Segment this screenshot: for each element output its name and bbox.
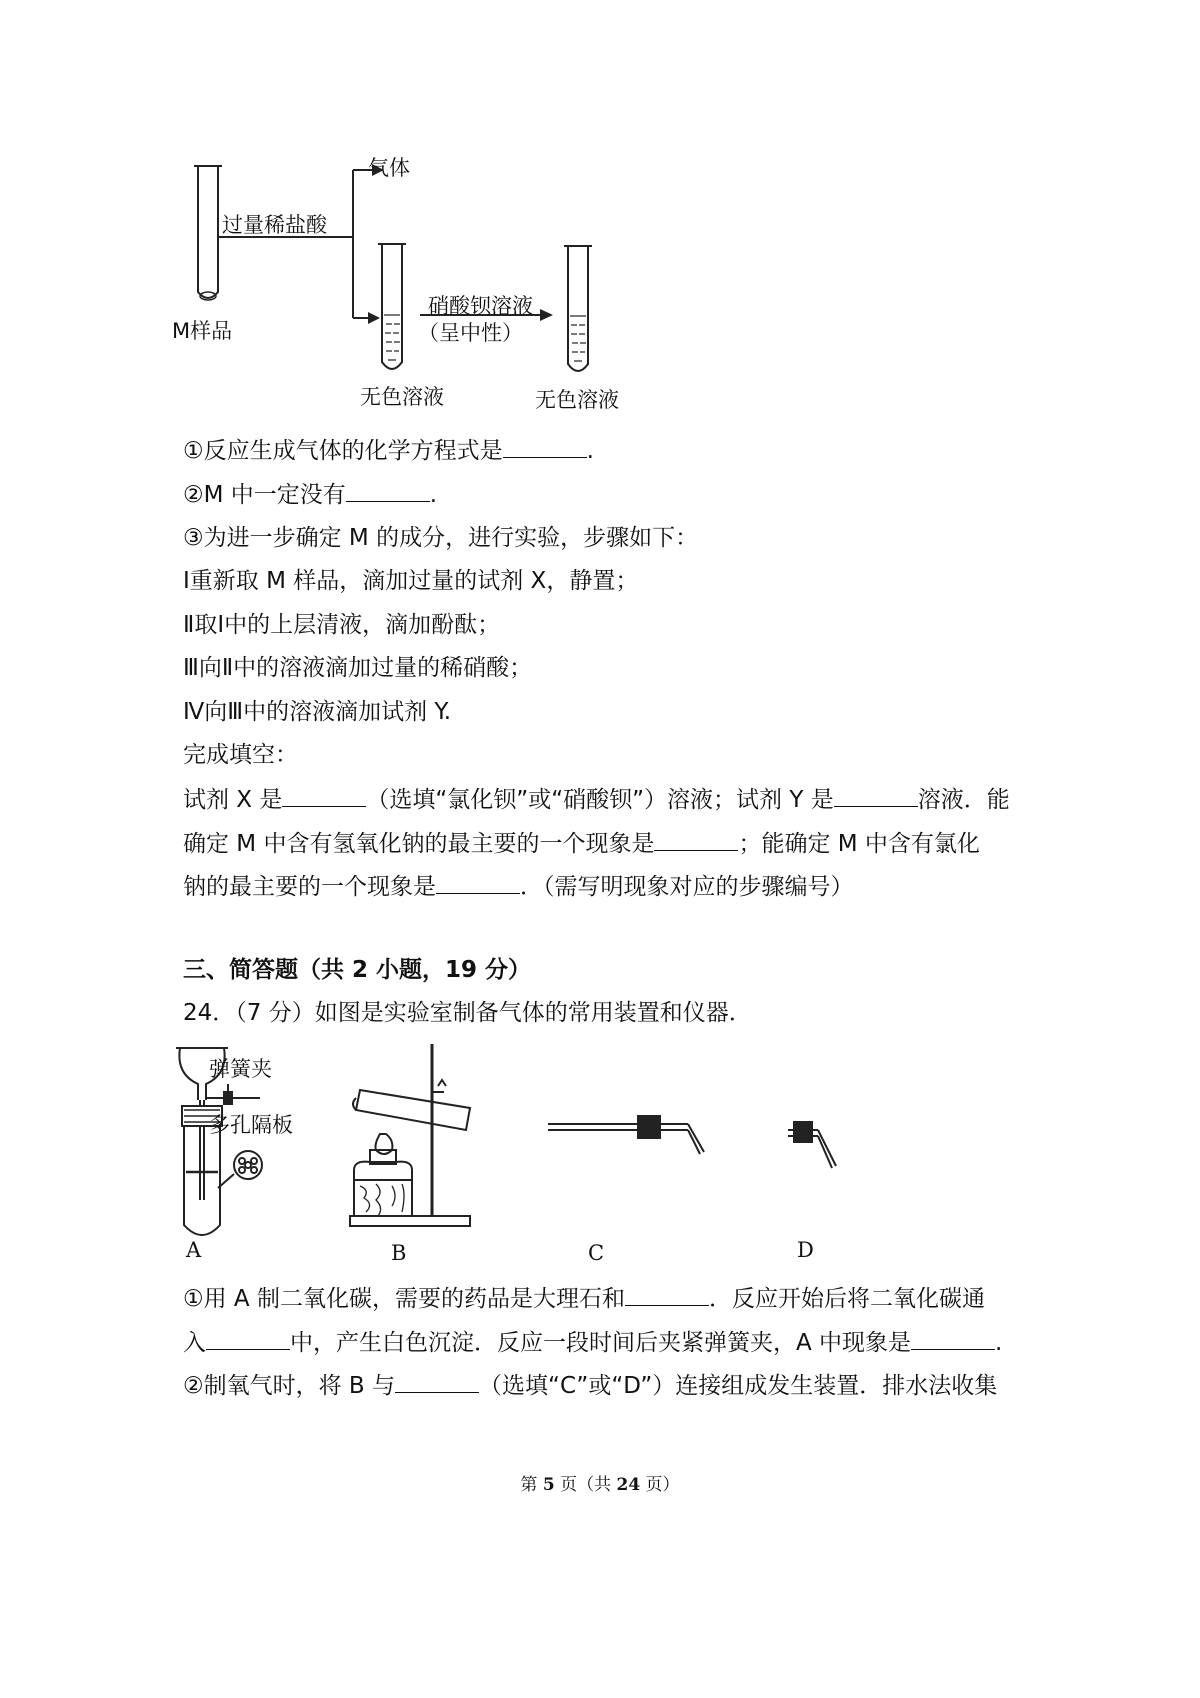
apparatus-c-icon	[548, 1116, 704, 1154]
q23-line-2: ②M 中一定没有 .	[183, 479, 437, 510]
apparatus-d-icon	[788, 1122, 836, 1168]
colorless-solution-label-2: 无色溶液	[535, 388, 619, 412]
answer-blank[interactable]	[654, 828, 738, 851]
q24-line-1: ①用 A 制二氧化碳，需要的药品是大理石和 ．反应开始后将二氧化碳通	[183, 1283, 985, 1314]
q24-stem: 24．（7 分）如图是实验室制备气体的常用装置和仪器．	[183, 1000, 752, 1026]
answer-blank[interactable]	[206, 1327, 290, 1350]
q24-line-3: ②制氧气时，将 B 与 （选填“C”或“D”）连接组成发生装置．排水法收集	[183, 1370, 997, 1401]
porous-plate-label: 多孔隔板	[209, 1113, 293, 1137]
figure-label-a: A	[186, 1238, 202, 1262]
colorless-solution-label-1: 无色溶液	[360, 385, 444, 409]
answer-blank[interactable]	[911, 1327, 995, 1350]
sample-label: M样品	[172, 319, 233, 343]
q23-step-1: Ⅰ重新取 M 样品，滴加过量的试剂 X，静置；	[183, 568, 639, 594]
q23-line-1: ①反应生成气体的化学方程式是 .	[183, 435, 594, 466]
page-footer: 第 5 页（共 24 页）	[520, 1475, 680, 1495]
apparatus-b-icon	[350, 1044, 470, 1226]
answer-blank[interactable]	[503, 435, 587, 458]
q23-step-2: Ⅱ取Ⅰ中的上层清液，滴加酚酞；	[183, 612, 501, 638]
colorless-solution-tube-1	[378, 244, 406, 369]
q23-step-3: Ⅲ向Ⅱ中的溶液滴加过量的稀硝酸；	[183, 655, 533, 681]
spring-clamp-label: 弹簧夹	[209, 1057, 272, 1081]
apparatus-diagram	[170, 1040, 930, 1270]
answer-blank[interactable]	[395, 1370, 479, 1393]
answer-blank[interactable]	[436, 871, 520, 894]
q24-line-2: 入 中，产生白色沉淀．反应一段时间后夹紧弹簧夹，A 中现象是 .	[183, 1327, 1002, 1358]
sample-test-tube	[194, 166, 222, 300]
q23-line-3: ③为进一步确定 M 的成分，进行实验，步骤如下：	[183, 525, 699, 551]
q23-fill-title: 完成填空：	[183, 742, 298, 768]
gas-label: 气体	[368, 156, 410, 180]
figure-label-c: C	[588, 1241, 605, 1265]
answer-blank[interactable]	[625, 1283, 709, 1306]
barium-nitrate-label: 硝酸钡溶液	[428, 294, 533, 318]
q23-fill-line-3: 钠的最主要的一个现象是 ．（需写明现象对应的步骤编号）	[183, 871, 854, 902]
hcl-label: 过量稀盐酸	[222, 213, 327, 237]
q23-fill-line-2: 确定 M 中含有氢氧化钠的最主要的一个现象是 ；能确定 M 中含有氯化	[183, 828, 980, 859]
q23-step-4: Ⅳ向Ⅲ中的溶液滴加试剂 Y.	[183, 699, 452, 725]
figure-label-d: D	[797, 1238, 814, 1262]
figure-label-b: B	[391, 1241, 407, 1265]
answer-blank[interactable]	[282, 784, 366, 807]
section-title: 三、简答题（共 2 小题，19 分）	[183, 957, 532, 983]
answer-blank[interactable]	[834, 784, 918, 807]
q23-fill-line-1: 试剂 X 是 （选填“氯化钡”或“硝酸钡”）溶液；试剂 Y 是 溶液．能	[183, 784, 1010, 815]
neutral-label: （呈中性）	[418, 321, 523, 345]
answer-blank[interactable]	[346, 479, 430, 502]
